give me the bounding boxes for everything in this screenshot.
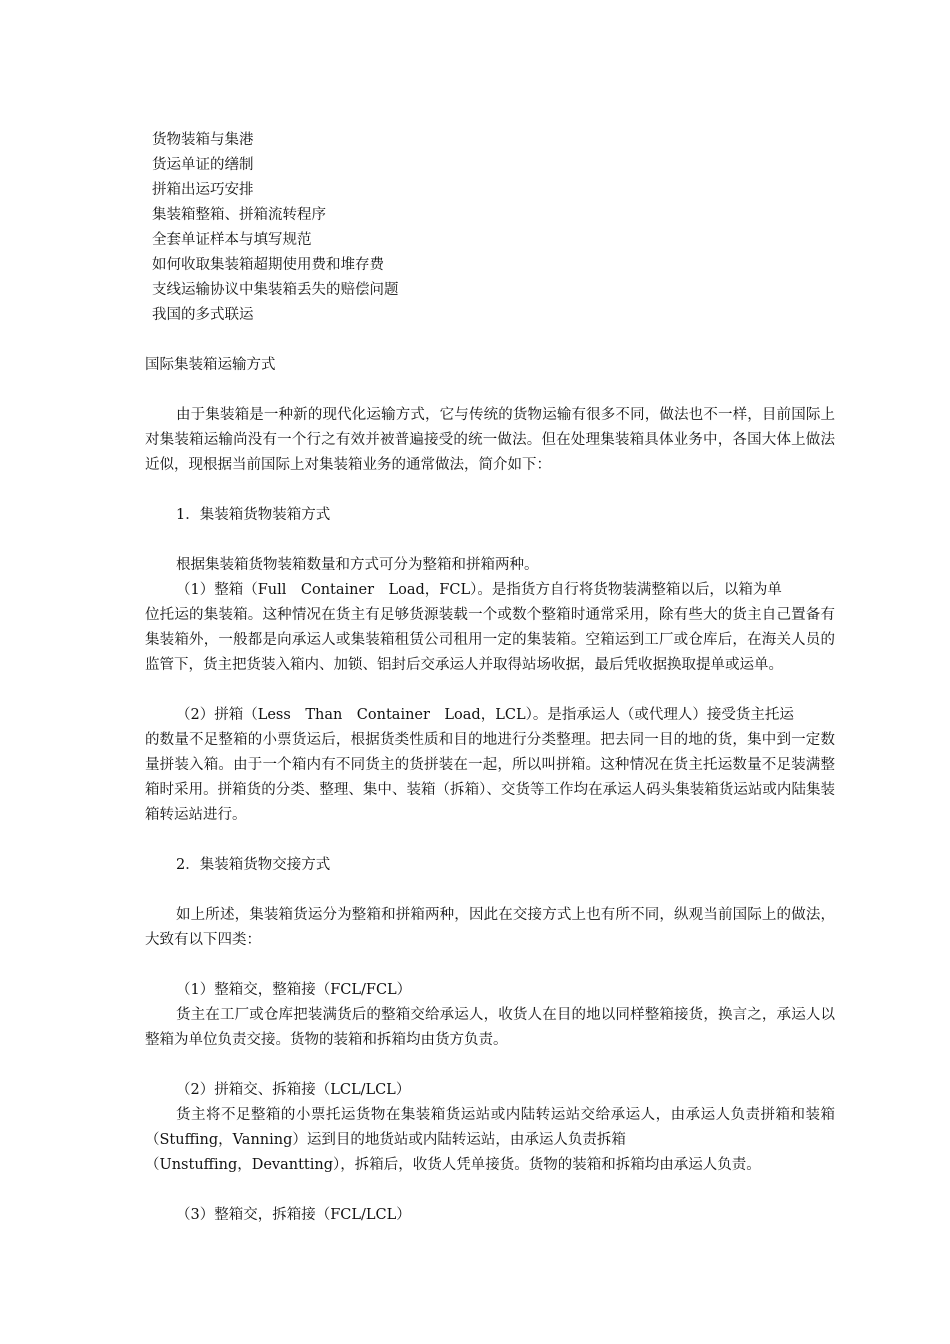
lcl-paragraph: 的数量不足整箱的小票货运后，根据货类性质和目的地进行分类整理。把去同一目的地的货，集中到一定数量拼装入箱。由于一个箱内有不同货主的货拼装在一起，所以叫拼箱。这种情况在货主托运数量不足装满整箱时采用。拼箱货的分类、整理、集中、装箱（拆箱）、交货等工作均在承运人码头集装箱货运站或内陆集装箱转运站进行。 (145, 732, 835, 823)
topic-item[interactable]: 如何收取集装箱超期使用费和堆存费 (152, 257, 384, 273)
section-title: 国际集装箱运输方式 (145, 357, 276, 373)
fcl-first-line: （1）整箱（Full Container Load，FCL）。是指货方自行将货物装满整箱以后，以箱为单 (176, 582, 782, 598)
topic-item[interactable]: 我国的多式联运 (152, 307, 254, 323)
section-1-lead: 根据集装箱货物装箱数量和方式可分为整箱和拼箱两种。 (176, 557, 539, 573)
topic-item[interactable]: 集装箱整箱、拼箱流转程序 (152, 207, 326, 223)
mode-2-body: 货主将不足整箱的小票托运货物在集装箱货运站或内陆转运站交给承运人，由承运人负责拼箱和装箱（Stuffing，Vanning）运到目的地货站或内陆转运站，由承运人负责拆箱 (145, 1107, 835, 1148)
mode-1-body: 货主在工厂或仓库把装满货后的整箱交给承运人，收货人在目的地以同样整箱接货，换言之，承运人以整箱为单位负责交接。货物的装箱和拆箱均由货方负责。 (145, 1007, 835, 1048)
intro-paragraph: 由于集装箱是一种新的现代化运输方式，它与传统的货物运输有很多不同，做法也不一样，目前国际上对集装箱运输尚没有一个行之有效并被普遍接受的统一做法。但在处理集装箱具体业务中，各国大体上做法近似，现根据当前国际上对集装箱业务的通常做法，简介如下： (145, 407, 835, 473)
topic-item[interactable]: 全套单证样本与填写规范 (152, 232, 312, 248)
section-2-title: 2．集装箱货物交接方式 (176, 857, 331, 873)
section-1-title: 1．集装箱货物装箱方式 (176, 507, 331, 523)
topic-item[interactable]: 支线运输协议中集装箱丢失的赔偿问题 (152, 282, 399, 298)
section-2-lead: 如上所述，集装箱货运分为整箱和拼箱两种，因此在交接方式上也有所不同，纵观当前国际上的做法，大致有以下四类： (145, 907, 835, 948)
mode-3-title: （3）整箱交，拆箱接（FCL/LCL） (176, 1207, 411, 1223)
mode-1-title: （1）整箱交，整箱接（FCL/FCL） (176, 982, 412, 998)
topic-item[interactable]: 货物装箱与集港 (152, 132, 254, 148)
topic-item[interactable]: 货运单证的缮制 (152, 157, 254, 173)
topic-list (145, 128, 835, 328)
topic-item[interactable]: 拼箱出运巧安排 (152, 182, 254, 198)
mode-2-title: （2）拼箱交、拆箱接（LCL/LCL） (176, 1082, 411, 1098)
fcl-paragraph: 位托运的集装箱。这种情况在货主有足够货源装载一个或数个整箱时通常采用，除有些大的货主自己置备有集装箱外，一般都是向承运人或集装箱租赁公司租用一定的集装箱。空箱运到工厂或仓库后，在海关人员的监管下，货主把货装入箱内、加锁、铝封后交承运人并取得站场收据，最后凭收据换取提单或运单。 (145, 607, 835, 673)
mode-2-body-tail: （Unstuffing，Devantting），拆箱后，收货人凭单接货。货物的装箱和拆箱均由承运人负责。 (145, 1157, 761, 1173)
lcl-first-line: （2）拼箱（Less Than Container Load，LCL）。是指承运人（或代理人）接受货主托运 (176, 707, 794, 723)
document-page (145, 128, 835, 1228)
